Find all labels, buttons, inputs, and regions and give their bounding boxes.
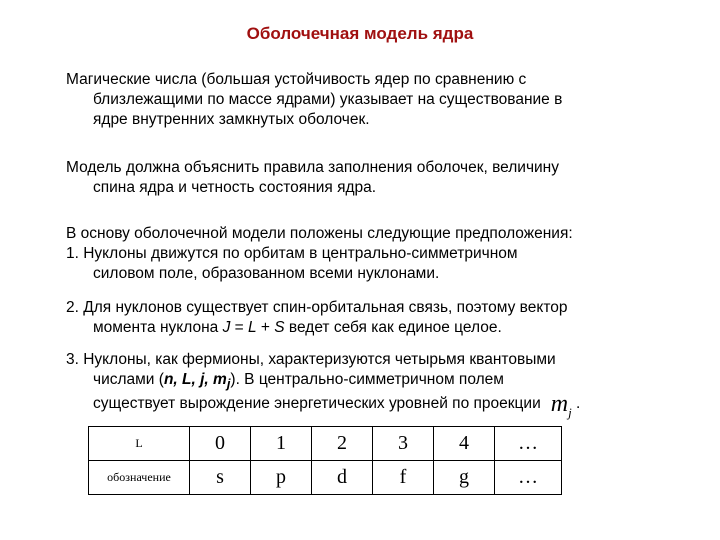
text-line: Магические числа (большая устойчивость ядер по сравнению с (66, 71, 527, 88)
text-fragment: существует вырождение энергетических уровней по проекции (93, 395, 541, 413)
projection-mj-symbol: $m_j$ (550, 391, 572, 421)
text-line: 3. Нуклоны, как фермионы, характеризуются четырьмя квантовыми (66, 351, 556, 368)
vector-s: S (274, 319, 285, 336)
table-cell: 4 (434, 427, 495, 461)
text-fragment: = (230, 319, 248, 336)
vector-j: J (222, 319, 231, 336)
text-line (66, 391, 676, 423)
text-line: ядре внутренних замкнутых оболочек. (93, 111, 370, 128)
paragraph-model-goals (66, 158, 676, 198)
table-cell: s (190, 461, 251, 495)
text-line (66, 318, 676, 338)
quantum-numbers: n, L, j, $m_j$ (163, 371, 231, 392)
paragraph-spin-orbit (66, 298, 676, 338)
table-cell: d (312, 461, 373, 495)
table-cell: … (495, 427, 562, 461)
text-line: близлежащими по массе ядрами) указывает на существование в (93, 91, 563, 108)
orbital-designation-table (88, 426, 562, 495)
table-cell: … (495, 461, 562, 495)
text-line (66, 370, 676, 394)
text-fragment: числами ( (93, 371, 164, 388)
table-cell: f (373, 461, 434, 495)
text-line: 2. Для нуклонов существует спин-орбитальная связь, поэтому вектор (66, 299, 568, 316)
vector-l: L (247, 319, 257, 336)
text-line: 1. Нуклоны движутся по орбитам в центрально-симметричном (66, 245, 518, 262)
paragraph-magic-numbers (66, 70, 676, 130)
text-line: силовом поле, образованном всеми нуклонами. (93, 265, 440, 282)
table-row (89, 461, 562, 495)
table-cell: 2 (312, 427, 373, 461)
text-fragment: ведет себя как единое целое. (284, 319, 502, 336)
table-header-cell: L (89, 427, 190, 461)
text-fragment: момента нуклона (93, 319, 223, 336)
table-cell: 0 (190, 427, 251, 461)
table-header-cell: обозначение (89, 461, 190, 495)
text-fragment: + (256, 319, 275, 336)
text-line: спина ядра и четность состояния ядра. (93, 179, 377, 196)
text-line: Модель должна объяснить правила заполнения оболочек, величину (66, 159, 559, 176)
table-cell: g (434, 461, 495, 495)
table-cell: 3 (373, 427, 434, 461)
text-fragment: . (571, 395, 581, 413)
text-line: В основу оболочечной модели положены следующие предположения: (66, 225, 573, 242)
table-cell: 1 (251, 427, 312, 461)
page-title: Оболочечная модель ядра (246, 24, 474, 43)
paragraph-quantum-numbers (66, 350, 676, 423)
table-cell: p (251, 461, 312, 495)
paragraph-assumptions (66, 224, 676, 284)
text-fragment: ). В центрально-симметричном полем (230, 371, 504, 388)
table-row (89, 427, 562, 461)
